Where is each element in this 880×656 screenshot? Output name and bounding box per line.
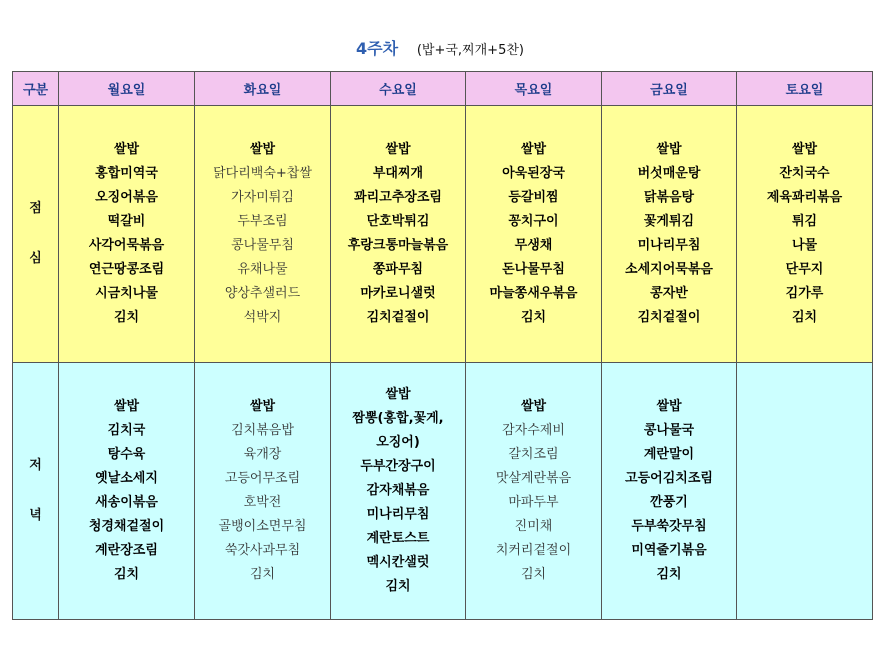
dish-item: 오징어) bbox=[376, 435, 420, 450]
dish-item: 고등어무조림 bbox=[224, 471, 301, 486]
dish-item: 콩나물무침 bbox=[231, 238, 294, 253]
dish-item: 김가루 bbox=[785, 286, 824, 301]
dish-item: 쌀밥 bbox=[385, 387, 411, 402]
dish-item: 미나리무침 bbox=[366, 507, 430, 522]
dish-item: 치커리겉절이 bbox=[495, 543, 572, 558]
dish-item: 사각어묵볶음 bbox=[88, 238, 165, 253]
dinner-row bbox=[13, 363, 873, 620]
lunch-label bbox=[13, 106, 59, 363]
dish-item: 미역줄기볶음 bbox=[631, 543, 707, 558]
dish-item: 김치 bbox=[249, 567, 276, 582]
dish-item: 청경채겉절이 bbox=[88, 519, 165, 534]
dish-item: 두부간장구이 bbox=[360, 459, 436, 474]
dish-item: 홍합미역국 bbox=[95, 166, 158, 181]
dish-item: 감자채볶음 bbox=[366, 483, 430, 498]
dish-item: 튀김 bbox=[791, 214, 818, 229]
dish-item: 쌀밥 bbox=[791, 142, 818, 157]
dinner-label-char: 저 bbox=[29, 458, 42, 473]
dish-item: 쌀밥 bbox=[656, 142, 682, 157]
dish-item: 짬뽕(홍합,꽃게, bbox=[352, 411, 444, 426]
dish-item: 부대찌개 bbox=[372, 166, 424, 181]
dish-item: 소세지어묵볶음 bbox=[625, 262, 713, 277]
dish-item: 양상추샐러드 bbox=[224, 286, 301, 301]
dish-item: 마늘쫑새우볶음 bbox=[489, 286, 578, 301]
dish-item: 김치 bbox=[385, 579, 411, 594]
dish-item: 떡갈비 bbox=[107, 214, 146, 229]
dinner-monday bbox=[59, 363, 195, 620]
header-saturday: 토요일 bbox=[737, 72, 873, 106]
dish-item: 진미채 bbox=[514, 519, 553, 534]
dish-item: 육개장 bbox=[243, 447, 282, 462]
lunch-friday bbox=[602, 106, 737, 363]
dinner-tuesday bbox=[195, 363, 331, 620]
dinner-label-char: 녁 bbox=[29, 508, 42, 523]
dish-item: 닭다리백숙+찹쌀 bbox=[213, 166, 312, 181]
dish-item: 오징어볶음 bbox=[95, 190, 158, 205]
dish-item: 쫑파무침 bbox=[372, 262, 424, 277]
dish-item: 돈나물무침 bbox=[502, 262, 565, 277]
dish-item: 계란장조림 bbox=[95, 543, 158, 558]
dish-item: 쌀밥 bbox=[113, 142, 140, 157]
dish-item: 버섯매운탕 bbox=[637, 166, 701, 181]
lunch-monday bbox=[59, 106, 195, 363]
dish-item: 마카로니샐럿 bbox=[360, 286, 436, 301]
dish-item: 쑥갓사과무침 bbox=[224, 543, 301, 558]
dish-item: 콩나물국 bbox=[643, 423, 695, 438]
dish-item: 김치 bbox=[113, 567, 140, 582]
header-row bbox=[13, 72, 873, 106]
header-thursday: 목요일 bbox=[466, 72, 602, 106]
dish-item: 쌀밥 bbox=[520, 142, 547, 157]
weekly-menu-table bbox=[12, 71, 873, 620]
dish-item: 갈치조림 bbox=[508, 447, 559, 462]
dinner-wednesday bbox=[331, 363, 466, 620]
dish-item: 꽃게튀김 bbox=[643, 214, 695, 229]
dish-item: 닭볶음탕 bbox=[643, 190, 695, 205]
dish-item: 제육꽈리볶음 bbox=[766, 190, 843, 205]
dish-item: 가자미튀김 bbox=[231, 190, 294, 205]
dish-item: 김치볶음밥 bbox=[231, 423, 294, 438]
lunch-wednesday bbox=[331, 106, 466, 363]
dish-item: 탕수육 bbox=[107, 447, 146, 462]
dish-item: 꽈리고추장조림 bbox=[354, 190, 442, 205]
dish-item: 깐풍기 bbox=[650, 495, 688, 510]
dish-item: 골뱅이소면무침 bbox=[218, 519, 307, 534]
dinner-thursday bbox=[466, 363, 602, 620]
dish-item: 김치 bbox=[791, 310, 818, 325]
header-monday: 월요일 bbox=[59, 72, 195, 106]
dish-item: 쌀밥 bbox=[520, 399, 547, 414]
dish-item: 옛날소세지 bbox=[95, 471, 158, 486]
dish-item: 미나리무침 bbox=[637, 238, 701, 253]
dish-item: 아욱된장국 bbox=[502, 166, 565, 181]
dish-item: 무생채 bbox=[514, 238, 553, 253]
header-wednesday: 수요일 bbox=[331, 72, 466, 106]
lunch-tuesday bbox=[195, 106, 331, 363]
dish-item: 쌀밥 bbox=[113, 399, 140, 414]
header-friday: 금요일 bbox=[602, 72, 737, 106]
dish-item: 김치 bbox=[520, 567, 547, 582]
dish-item: 콩자반 bbox=[650, 286, 688, 301]
dish-item: 김치국 bbox=[107, 423, 146, 438]
dish-item: 나물 bbox=[791, 238, 818, 253]
dish-item: 쌀밥 bbox=[656, 399, 682, 414]
header-category: 구분 bbox=[13, 72, 59, 106]
lunch-saturday bbox=[737, 106, 873, 363]
dinner-label bbox=[13, 363, 59, 620]
dish-item: 쌀밥 bbox=[249, 142, 276, 157]
dish-item: 호박전 bbox=[243, 495, 282, 510]
dish-item: 김치겉절이 bbox=[637, 310, 701, 325]
dish-item: 고등어김치조림 bbox=[625, 471, 713, 486]
dish-item: 김치 bbox=[656, 567, 682, 582]
lunch-label-char: 심 bbox=[29, 251, 42, 266]
dinner-friday bbox=[602, 363, 737, 620]
dish-item: 시금치나물 bbox=[95, 286, 158, 301]
dish-item: 김치 bbox=[520, 310, 547, 325]
dish-item: 감자수제비 bbox=[502, 423, 565, 438]
dish-item: 단호박튀김 bbox=[366, 214, 430, 229]
lunch-row bbox=[13, 106, 873, 363]
dish-item: 단무지 bbox=[785, 262, 824, 277]
dish-item: 잔치국수 bbox=[779, 166, 830, 181]
dish-item: 계란말이 bbox=[643, 447, 695, 462]
dish-item: 두부쑥갓무침 bbox=[631, 519, 707, 534]
dish-item: 꽁치구이 bbox=[508, 214, 559, 229]
page-title bbox=[0, 36, 880, 59]
dish-item: 김치겉절이 bbox=[366, 310, 430, 325]
header-tuesday: 화요일 bbox=[195, 72, 331, 106]
dish-item: 마파두부 bbox=[508, 495, 559, 510]
meal-composition: (밥+국,찌개+5찬) bbox=[416, 43, 524, 58]
dish-item: 석박지 bbox=[243, 310, 282, 325]
dish-item: 김치 bbox=[113, 310, 140, 325]
lunch-label-char: 점 bbox=[29, 201, 42, 216]
dish-item: 새송이볶음 bbox=[95, 495, 158, 510]
dish-item: 쌀밥 bbox=[385, 142, 411, 157]
dish-item: 계란토스트 bbox=[366, 531, 430, 546]
dish-item: 후랑크통마늘볶음 bbox=[347, 238, 449, 253]
dish-item: 멕시칸샐럿 bbox=[366, 555, 430, 570]
dish-item: 등갈비찜 bbox=[508, 190, 559, 205]
lunch-thursday bbox=[466, 106, 602, 363]
dish-item: 맛살계란볶음 bbox=[495, 471, 572, 486]
dish-item: 연근땅콩조림 bbox=[88, 262, 165, 277]
dish-item: 두부조림 bbox=[237, 214, 288, 229]
dinner-saturday bbox=[737, 363, 873, 620]
dish-item: 유채나물 bbox=[237, 262, 288, 277]
week-title: 4주차 bbox=[356, 39, 399, 58]
dish-item: 쌀밥 bbox=[249, 399, 276, 414]
